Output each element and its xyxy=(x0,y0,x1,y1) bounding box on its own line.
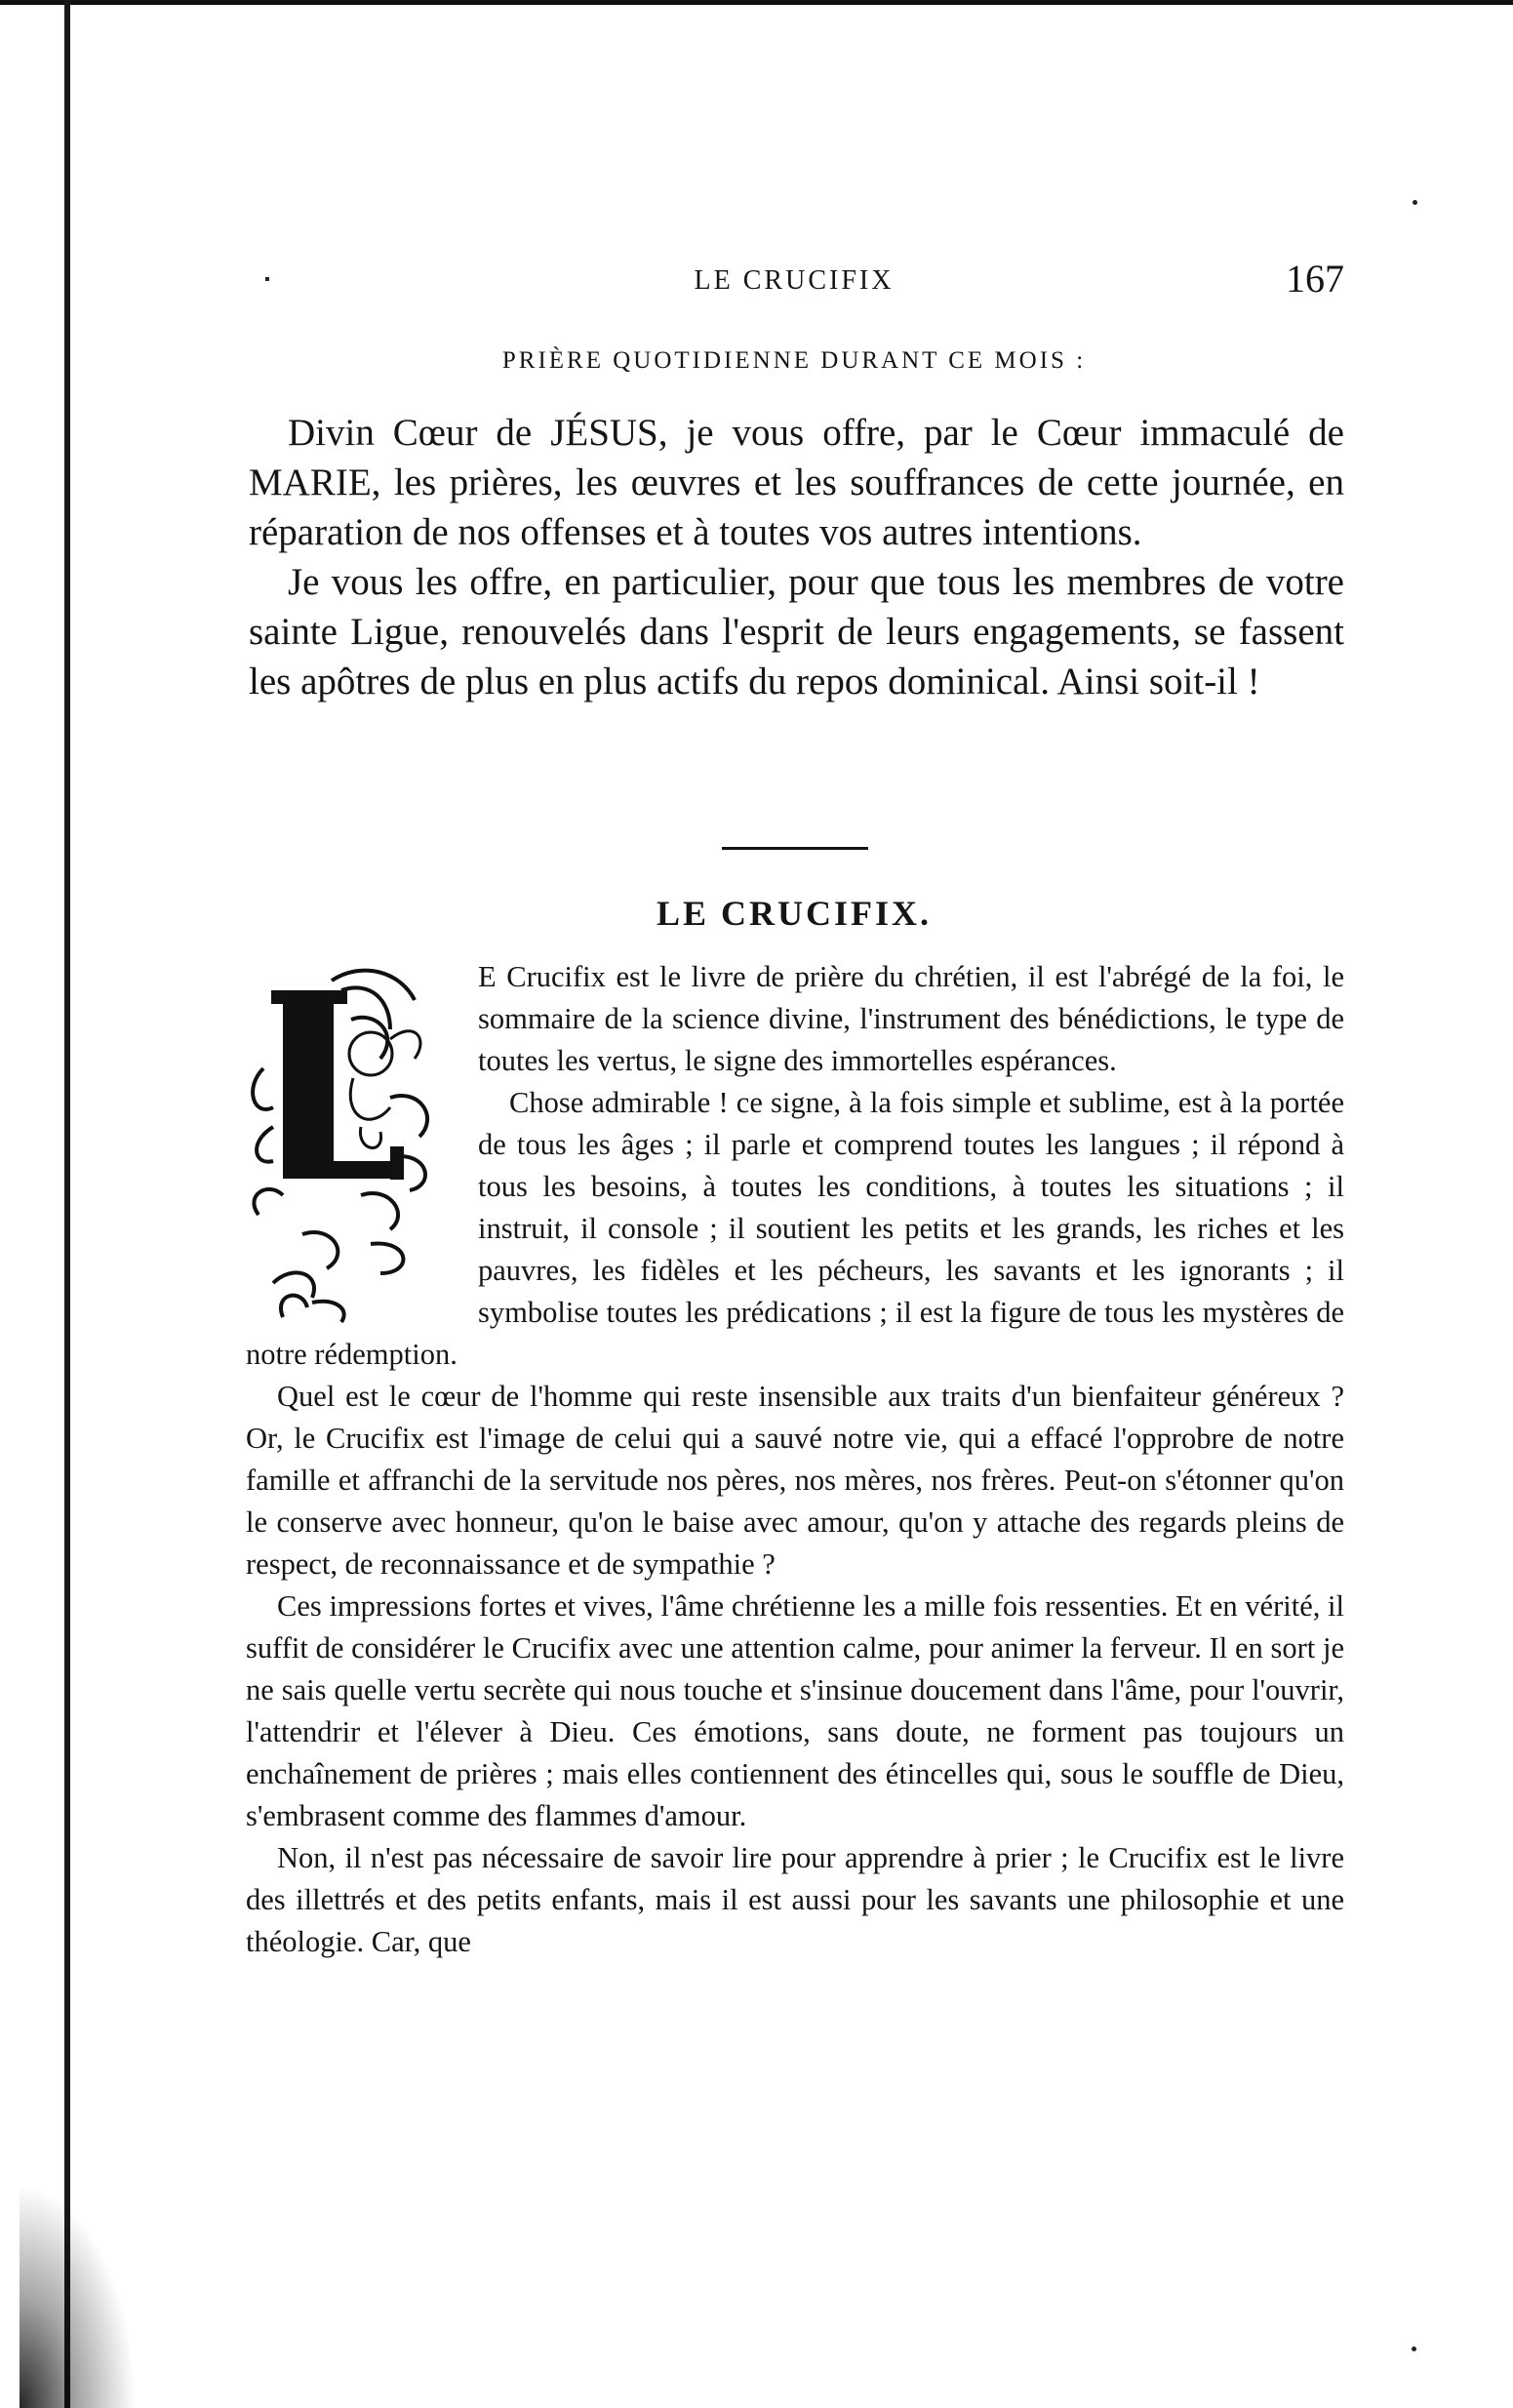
article-paragraph: E Crucifix est le livre de prière du chrétien, il est l'abrégé de la foi, le sommaire de la science divine, l'instrument des bénédictions, le type de toutes les vertus, le signe des immortelles espérances. xyxy=(478,960,1344,1077)
article-paragraph: Quel est le cœur de l'homme qui reste insensible aux traits d'un bienfaiteur généreux ? Or, le Crucifix est l'image de celui qui a sauvé notre vie, qui a effacé l'opprobre de notre famille et affranchi de la servitude nos pères, nos mères, nos frères. Peut-on s'étonner qu'on le conserve avec honneur, qu'on le baise avec amour, qu'on y attache des regards pleins de respect, de reconnaissance et de sympathie ? xyxy=(246,1380,1344,1581)
section-title: LE CRUCIFIX. xyxy=(656,894,933,933)
prayer-heading: PRIÈRE QUOTIDIENNE DURANT CE MOIS : xyxy=(501,347,1087,374)
speck xyxy=(1412,2347,1416,2351)
article-paragraph: Non, il n'est pas nécessaire de savoir lire pour apprendre à prier ; le Crucifix est le livre des illettrés et des petits enfants, mais il est aussi pour les savants une philosophie et une théologie. Car, que xyxy=(246,1841,1344,1958)
page-number: 167 xyxy=(1286,257,1344,301)
ornamental-drop-cap xyxy=(244,961,458,1332)
running-title: LE CRUCIFIX xyxy=(694,265,895,296)
page-header xyxy=(244,256,1344,304)
prayer-block xyxy=(249,408,1344,706)
speck xyxy=(1413,200,1417,205)
gutter-shadow xyxy=(20,2184,137,2408)
page-top-edge xyxy=(0,0,1513,5)
article-paragraph: Ces impressions fortes et vives, l'âme chrétienne les a mille fois ressenties. Et en vérité, il suffit de considérer le Crucifix avec une attention calme, pour animer la ferveur. Il en sort je ne sais quelle vertu secrète qui nous touche et s'insinue doucement dans l'âme, pour l'ouvrir, l'attendrir et l'élever à Dieu. Ces émotions, sans doute, ne forment pas toujours un enchaînement de prières ; mais elles contiennent des étincelles qui, sous le souffle de Dieu, s'embrasent comme des flammes d'amour. xyxy=(246,1589,1344,1832)
page-left-edge xyxy=(64,0,70,2408)
section-divider xyxy=(722,847,868,850)
prayer-paragraph: Je vous les offre, en particulier, pour que tous les membres de votre sainte Ligue, renouvelés dans l'esprit de leurs engagements, se fassent les apôtres de plus en plus actifs du repos dominical. Ainsi soit-il ! xyxy=(249,561,1344,702)
article-paragraph: Chose admirable ! ce signe, à la fois simple et sublime, est à la portée de tous les âges ; il parle et comprend toutes les langues ; il répond à tous les besoins, à toutes les conditions, à toutes les situations ; il instruit, il console ; il soutient les petits et les grands, les riches et les pauvres, les fidèles et les pécheurs, les savants et les ignorants ; il symbolise toutes les prédications ; il est la figure de tous les mystères de notre rédemption. xyxy=(246,1086,1344,1371)
drop-cap-letter xyxy=(283,990,334,1176)
prayer-paragraph: Divin Cœur de JÉSUS, je vous offre, par le Cœur immaculé de MARIE, les prières, les œuvres et les souffrances de cette journée, en réparation de nos offenses et à toutes vos autres intentions. xyxy=(249,412,1344,553)
